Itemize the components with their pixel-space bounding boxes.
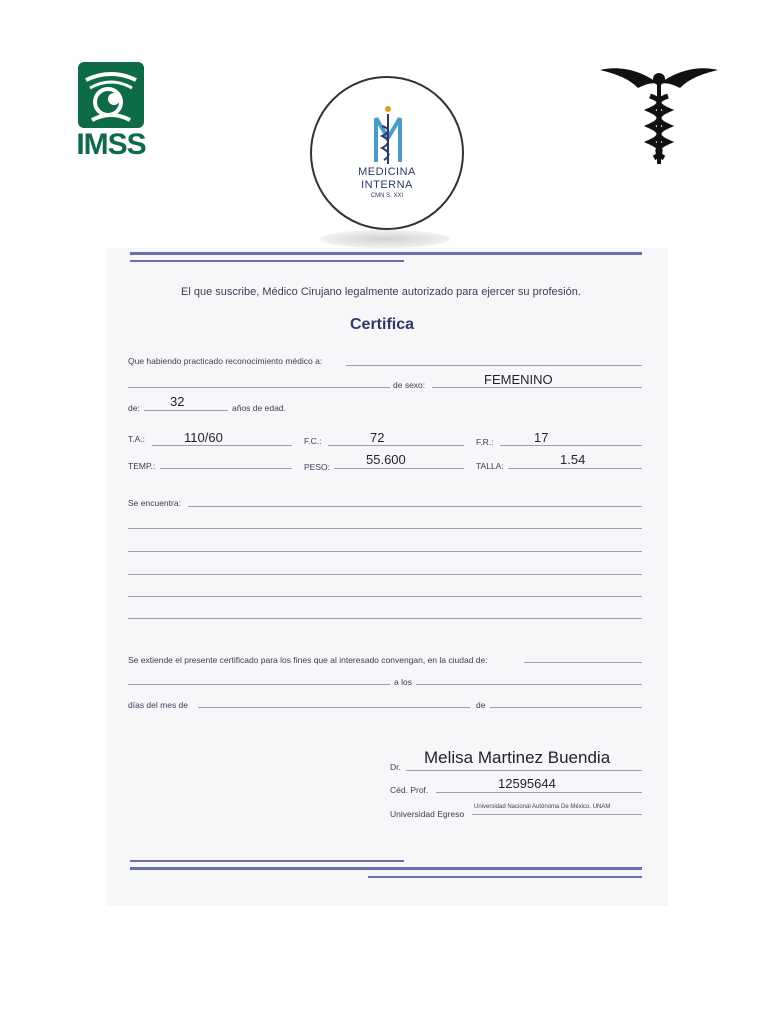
value-talla: 1.54 xyxy=(560,452,586,467)
value-sexo: FEMENINO xyxy=(484,372,553,387)
label-dr: Dr. xyxy=(390,762,401,772)
logo-text-cmn: CMN S. XXI xyxy=(370,193,404,199)
ano-line xyxy=(490,707,642,708)
peso-line xyxy=(334,468,464,469)
label-reconocimiento: Que habiendo practicado reconocimiento médico a: xyxy=(128,356,323,366)
temp-line xyxy=(160,468,292,469)
label-sexo: de sexo: xyxy=(393,380,426,390)
value-doctor-name: Melisa Martinez Buendia xyxy=(424,748,611,767)
label-universidad: Universidad Egreso xyxy=(390,809,465,819)
label-de: de: xyxy=(128,403,140,413)
top-border-bar xyxy=(130,252,642,255)
patient-name-line xyxy=(346,365,642,366)
label-cedula: Céd. Prof. xyxy=(390,785,429,795)
encuentra-line-2 xyxy=(128,528,642,529)
mes-line xyxy=(198,707,470,708)
encuentra-line-4 xyxy=(128,574,642,575)
value-fr: 17 xyxy=(534,430,549,445)
bottom-border-bar xyxy=(130,867,642,870)
imss-wordmark: IMSS xyxy=(76,128,146,161)
label-peso: PESO: xyxy=(304,462,330,472)
logo-shadow xyxy=(320,230,450,248)
label-alos: a los xyxy=(394,677,412,687)
label-extiende: Se extiende el presente certificado para los fines que al interesado convengan, en la ciudad de: xyxy=(128,655,488,665)
bottom-border-bar-short xyxy=(130,860,404,862)
encuentra-line-5 xyxy=(128,596,642,597)
sexo-line xyxy=(432,387,642,388)
label-ta: T.A.: xyxy=(128,434,146,444)
universidad-line xyxy=(472,814,642,815)
value-ta: 110/60 xyxy=(184,430,223,445)
logo-text-medicina: MEDICINA xyxy=(358,166,416,178)
talla-line xyxy=(508,468,642,469)
medical-certificate xyxy=(106,248,668,906)
value-edad: 32 xyxy=(170,394,185,409)
patient-name-line-2 xyxy=(128,387,390,388)
value-peso: 55.600 xyxy=(366,452,406,467)
label-encuentra: Se encuentra: xyxy=(128,498,181,508)
label-talla: TALLA: xyxy=(476,461,504,471)
ciudad-line xyxy=(524,662,642,663)
edad-line xyxy=(144,410,228,411)
label-dias: días del mes de xyxy=(128,700,189,710)
alos-line xyxy=(416,684,642,685)
ta-line xyxy=(152,445,292,446)
imss-logo xyxy=(70,62,152,162)
value-universidad: Universidad Nacional Autónoma De México. UNAM xyxy=(474,804,611,810)
encuentra-line xyxy=(188,506,642,507)
label-fr: F.R.: xyxy=(476,437,494,447)
certificate-heading: El que suscribe, Médico Cirujano legalmente autorizado para ejercer su profesión. xyxy=(181,286,581,298)
fr-line xyxy=(500,445,642,446)
logo-text-interna: INTERNA xyxy=(361,179,413,191)
encuentra-line-6 xyxy=(128,618,642,619)
label-temp: TEMP.: xyxy=(128,461,156,471)
bottom-border-bar-right xyxy=(368,876,642,878)
fc-line xyxy=(328,445,464,446)
ciudad-line-2 xyxy=(128,684,390,685)
caduceus-icon xyxy=(598,66,720,164)
medicina-interna-logo xyxy=(310,76,464,230)
label-de-ano: de xyxy=(476,700,486,710)
value-fc: 72 xyxy=(370,430,385,445)
label-anos: años de edad. xyxy=(232,403,286,413)
encuentra-line-3 xyxy=(128,551,642,552)
staff-of-asclepius-icon xyxy=(372,104,404,166)
top-border-bar-short xyxy=(130,260,404,262)
value-cedula: 12595644 xyxy=(498,776,556,791)
cedula-line xyxy=(436,792,642,793)
doctor-line xyxy=(406,770,642,771)
label-fc: F.C.: xyxy=(304,436,322,446)
imss-emblem-icon xyxy=(78,62,144,128)
certificate-title: Certifica xyxy=(350,316,415,333)
